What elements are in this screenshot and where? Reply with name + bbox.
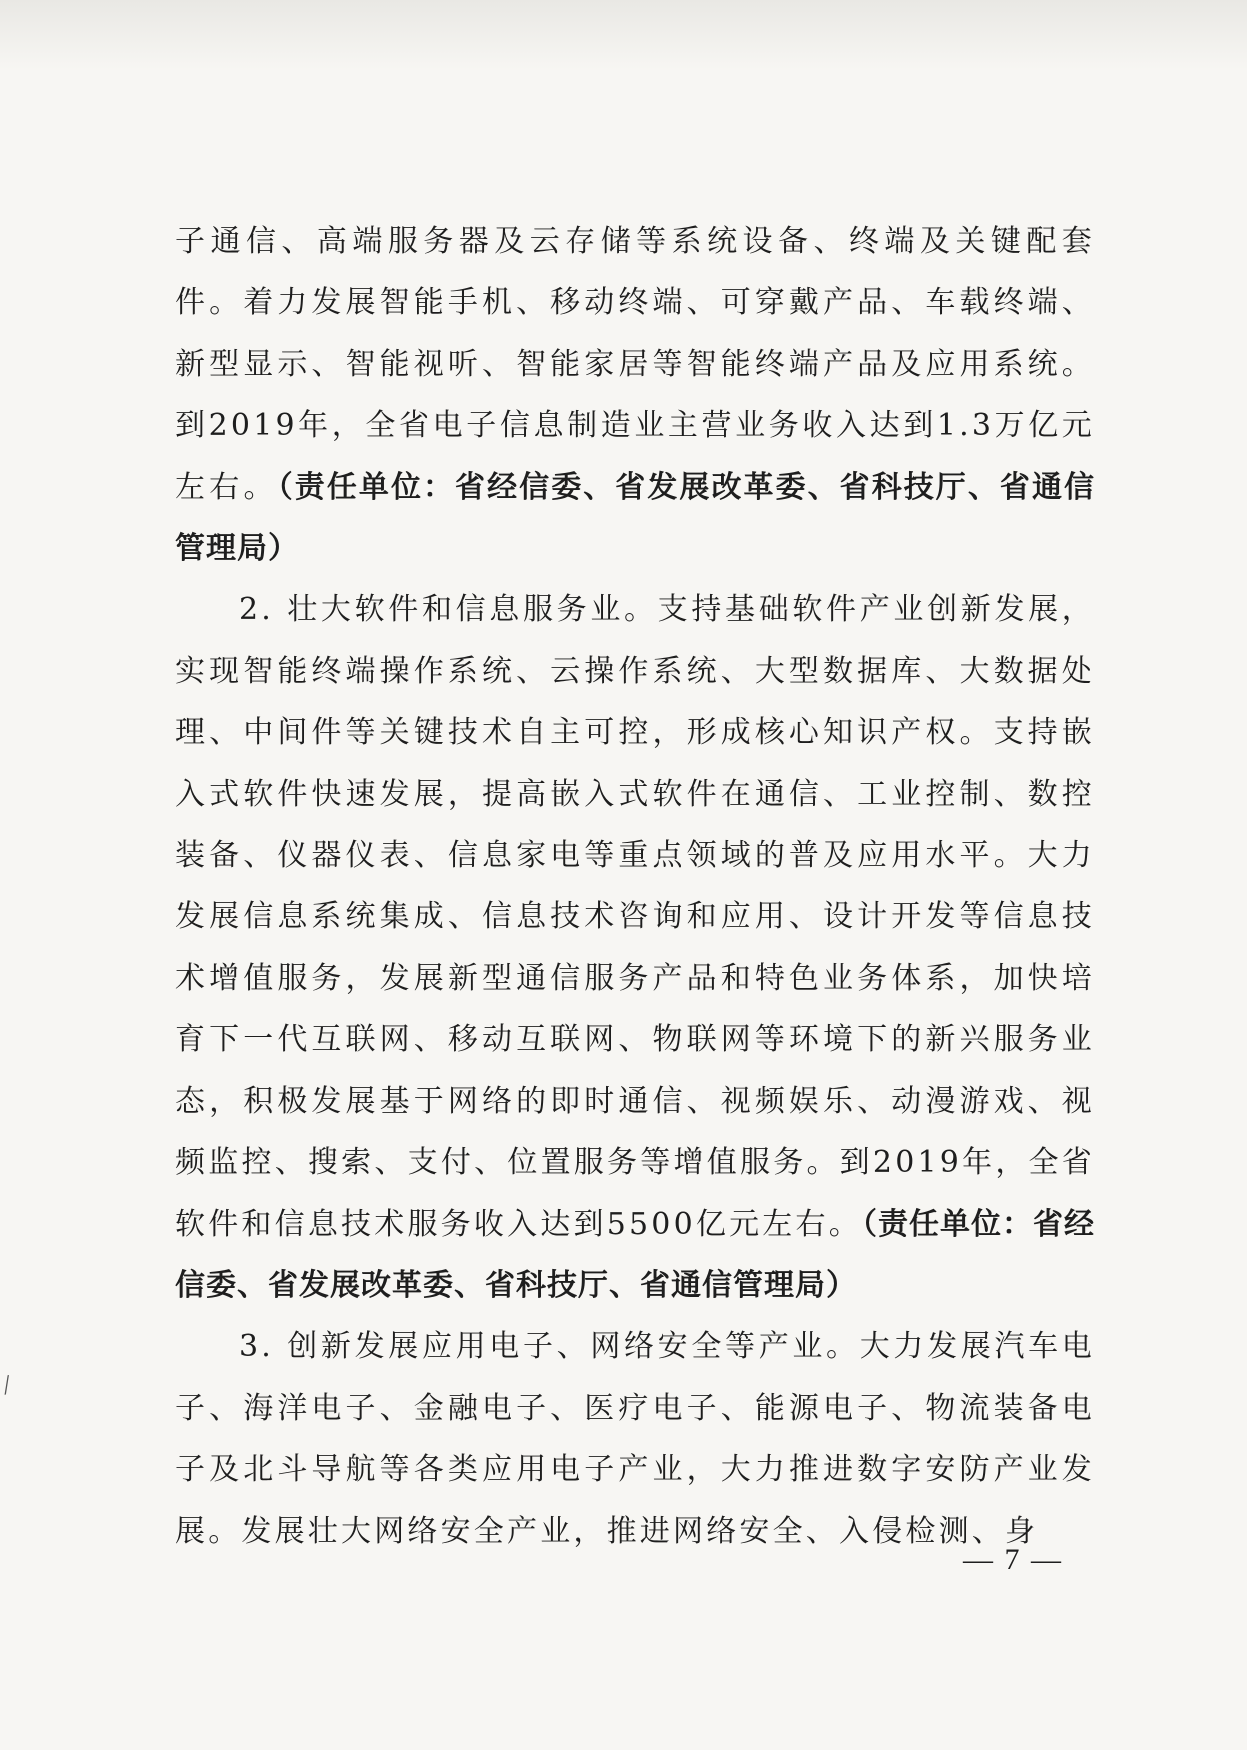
paragraph-text: 2. 壮大软件和信息服务业。支持基础软件产业创新发展，实现智能终端操作系统、云操作系统、大型数据库、大数据处理、中间件等关键技术自主可控，形成核心知识产权。支持嵌入式软件快速发展，提高嵌入式软件在通信、工业控制、数控装备、仪器仪表、信息家电等重点领域的普及应用水平。大力发展信息系统集成、信息技术咨询和应用、设计开发等信息技术增值服务，发展新型通信服务产品和特色业务体系，加快培育下一代互联网、移动互联网、物联网等环境下的新兴服务业态，积极发展基于网络的即时通信、视频娱乐、动漫游戏、视频监控、搜索、支付、位置服务等增值服务。到2019年，全省软件和信息技术服务收入达到5500亿元左右。 [175, 592, 1095, 1242]
paragraph-text: 3. 创新发展应用电子、网络安全等产业。大力发展汽车电子、海洋电子、金融电子、医疗电子、能源电子、物流装备电子及北斗导航等各类应用电子产业，大力推进数字安防产业发展。发展壮大网络安全产业，推进网络安全、入侵检测、身 [175, 1329, 1095, 1549]
page-number: — 7 — [963, 1543, 1063, 1576]
paragraph-text: 子通信、高端服务器及云存储等系统设备、终端及关键配套件。着力发展智能手机、移动终端、可穿戴产品、车载终端、新型显示、智能视听、智能家居等智能终端产品及应用系统。到2019年，全省电子信息制造业主营业务收入达到1.3万亿元左右。 [175, 224, 1095, 505]
paragraph-continuation [175, 211, 1095, 579]
responsibility-note: （责任单位：省经信委、省发展改革委、省科技厅、省通信管理局） [175, 469, 1095, 567]
body-text [175, 211, 1095, 1562]
responsibility-note: （责任单位：省经信委、省发展改革委、省科技厅、省通信管理局） [175, 1206, 1096, 1303]
scan-shadow [0, 0, 1247, 70]
paragraph-applied-electronics [175, 1316, 1095, 1562]
margin-mark: / [0, 1369, 14, 1402]
paragraph-software [175, 579, 1095, 1316]
